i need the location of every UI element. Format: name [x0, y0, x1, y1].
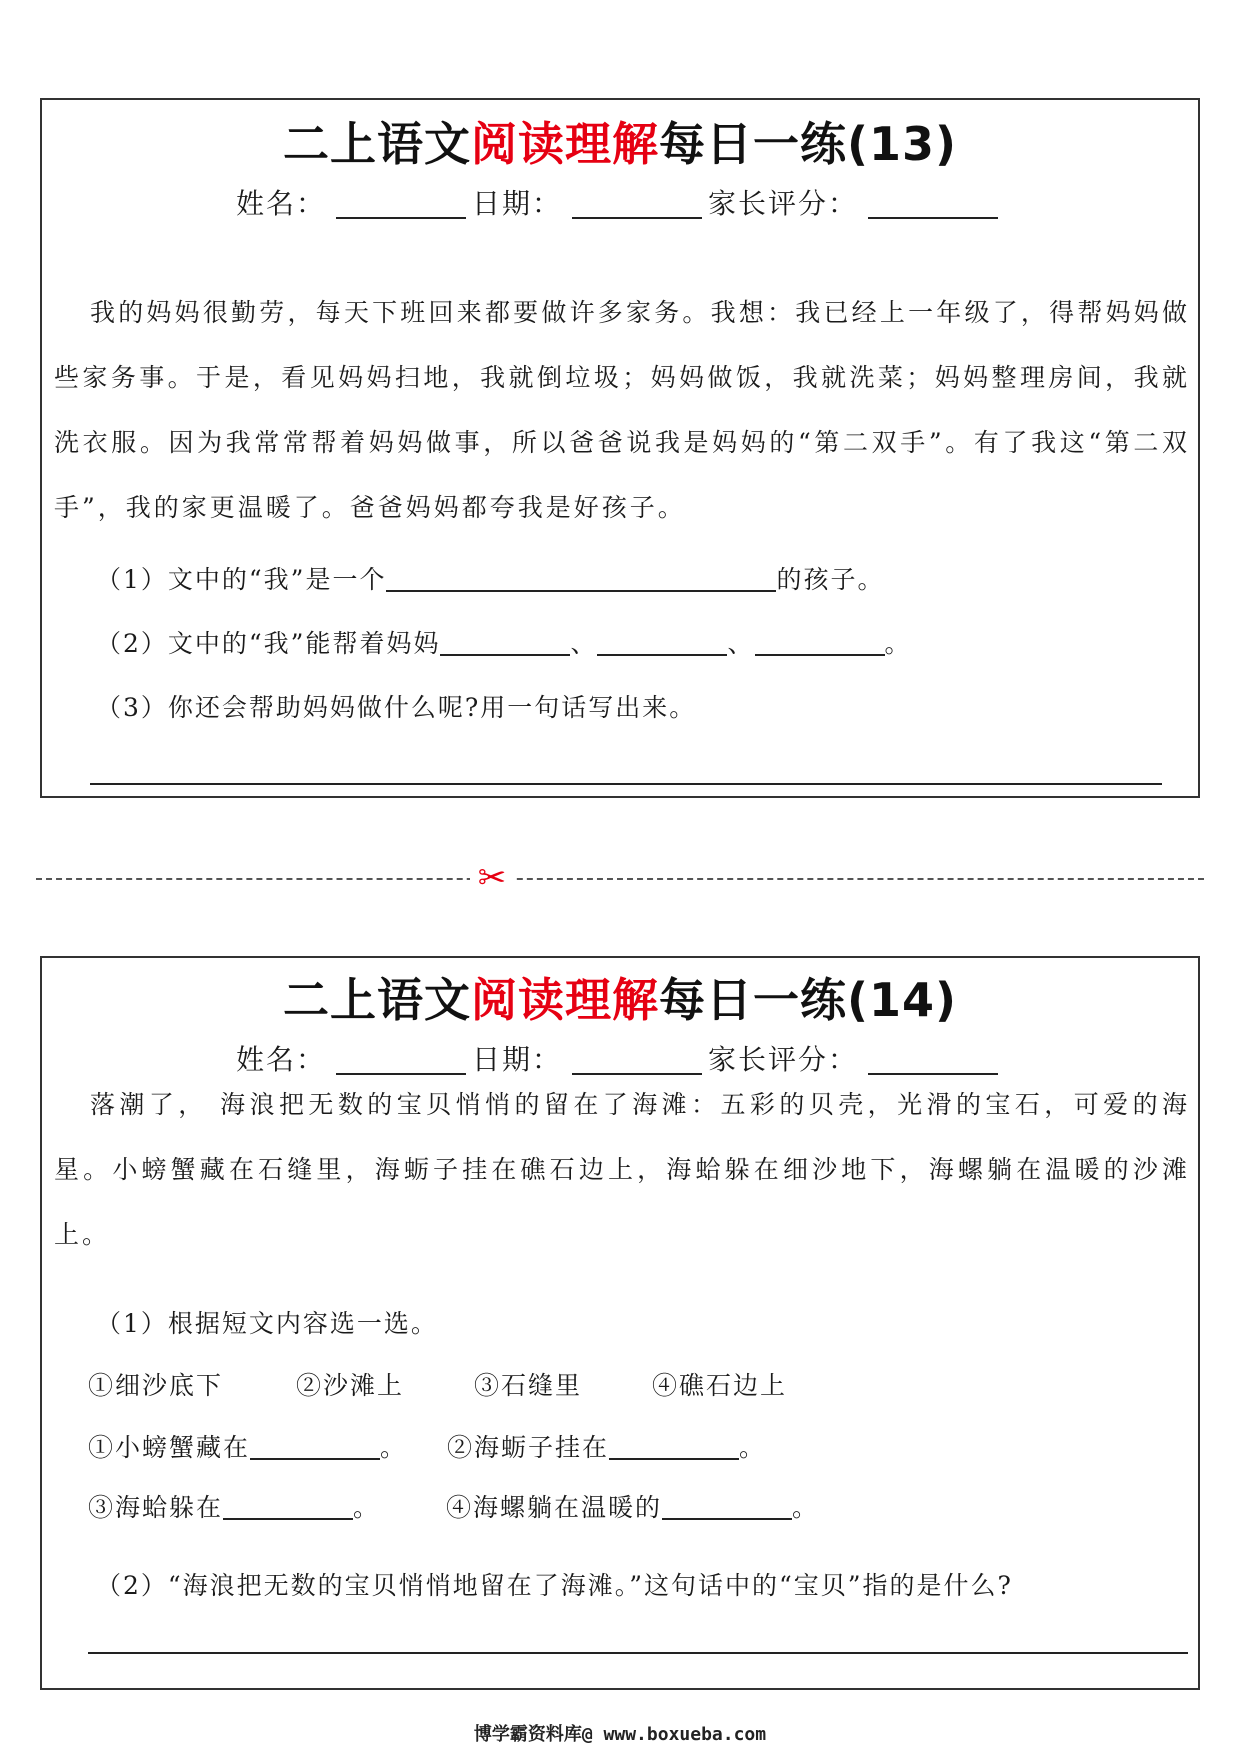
question-2-suffix: 。 — [884, 629, 912, 658]
fill-1-blank[interactable] — [250, 1434, 380, 1460]
period: 。 — [792, 1493, 820, 1522]
period: 。 — [353, 1493, 381, 1522]
date-label: 日期： — [471, 1043, 562, 1076]
title-highlight: 阅读理解 — [470, 973, 659, 1027]
fill-2-blank[interactable] — [609, 1434, 739, 1460]
question-1-text: （1）文中的“我”是一个 — [96, 565, 387, 594]
question-2-blank-2[interactable] — [597, 630, 727, 656]
worksheet-14 — [40, 956, 1200, 1690]
score-field[interactable] — [868, 191, 998, 219]
question-1 — [96, 560, 884, 596]
footer-watermark: 博学霸资料库@ www.boxueba.com — [473, 1724, 767, 1745]
score-label: 家长评分： — [708, 187, 859, 220]
title-suffix: 每日一练(14) — [658, 973, 958, 1027]
score-label: 家长评分： — [708, 1043, 859, 1076]
fill-3-text: ③海蛤躲在 — [88, 1493, 224, 1522]
separator: 、 — [570, 629, 598, 658]
option-2: ②沙滩上 — [296, 1371, 405, 1400]
options-row — [88, 1366, 787, 1402]
period: 。 — [739, 1433, 767, 1462]
option-3: ③石缝里 — [474, 1371, 583, 1400]
answer-line[interactable] — [90, 783, 1162, 785]
fill-3-blank[interactable] — [223, 1494, 353, 1520]
separator: 、 — [727, 629, 755, 658]
title-prefix: 二上语文 — [282, 973, 471, 1027]
fill-2-text: ②海蛎子挂在 — [447, 1433, 610, 1462]
question-2 — [96, 624, 912, 660]
date-field[interactable] — [572, 1047, 702, 1075]
title-highlight: 阅读理解 — [470, 117, 659, 171]
option-1: ①细沙底下 — [88, 1371, 224, 1400]
period: 。 — [380, 1433, 408, 1462]
name-field[interactable] — [336, 191, 466, 219]
fill-row-1 — [88, 1428, 766, 1464]
passage: 我的妈妈很勤劳，每天下班回来都要做许多家务。我想：我已经上一年级了，得帮妈妈做些家务事。于是，看见妈妈扫地，我就倒垃圾；妈妈做饭，我就洗菜；妈妈整理房间，我就洗衣服。因为我常常帮着妈妈做事，所以爸爸说我是妈妈的“第二双手”。有了我这“第二双手”，我的家更温暖了。爸爸妈妈都夸我是好孩子。 — [54, 298, 1190, 522]
name-field[interactable] — [336, 1047, 466, 1075]
scissors-icon: ✂ — [470, 858, 514, 898]
fill-1-text: ①小螃蟹藏在 — [88, 1433, 251, 1462]
question-1-suffix: 的孩子。 — [776, 565, 885, 594]
question-2-blank-3[interactable] — [755, 630, 885, 656]
question-3: （3）你还会帮助妈妈做什么呢?用一句话写出来。 — [96, 693, 697, 722]
cut-line — [36, 878, 1204, 880]
worksheet-title — [42, 964, 1198, 1030]
question-1-blank[interactable] — [386, 566, 776, 592]
date-field[interactable] — [572, 191, 702, 219]
name-label: 姓名： — [235, 1043, 326, 1076]
answer-line[interactable] — [88, 1652, 1188, 1654]
question-2-blank-1[interactable] — [440, 630, 570, 656]
worksheet-title — [42, 108, 1198, 174]
fill-4-text: ④海螺躺在温暖的 — [446, 1493, 663, 1522]
title-prefix: 二上语文 — [282, 117, 471, 171]
question-2: （2）“海浪把无数的宝贝悄悄地留在了海滩。”这句话中的“宝贝”指的是什么? — [96, 1571, 1013, 1600]
name-label: 姓名： — [235, 187, 326, 220]
info-row — [42, 182, 1198, 222]
score-field[interactable] — [868, 1047, 998, 1075]
passage: 落潮了， 海浪把无数的宝贝悄悄的留在了海滩：五彩的贝壳，光滑的宝石，可爱的海星。小螃蟹藏在石缝里，海蛎子挂在礁石边上，海蛤躲在细沙地下，海螺躺在温暖的沙滩上。 — [54, 1090, 1190, 1249]
question-2-text: （2）文中的“我”能帮着妈妈 — [96, 629, 441, 658]
question-1: （1）根据短文内容选一选。 — [96, 1309, 438, 1338]
title-suffix: 每日一练(13) — [658, 117, 958, 171]
fill-4-blank[interactable] — [662, 1494, 792, 1520]
fill-row-2 — [88, 1488, 819, 1524]
worksheet-13 — [40, 98, 1200, 798]
option-4: ④礁石边上 — [652, 1371, 788, 1400]
date-label: 日期： — [471, 187, 562, 220]
